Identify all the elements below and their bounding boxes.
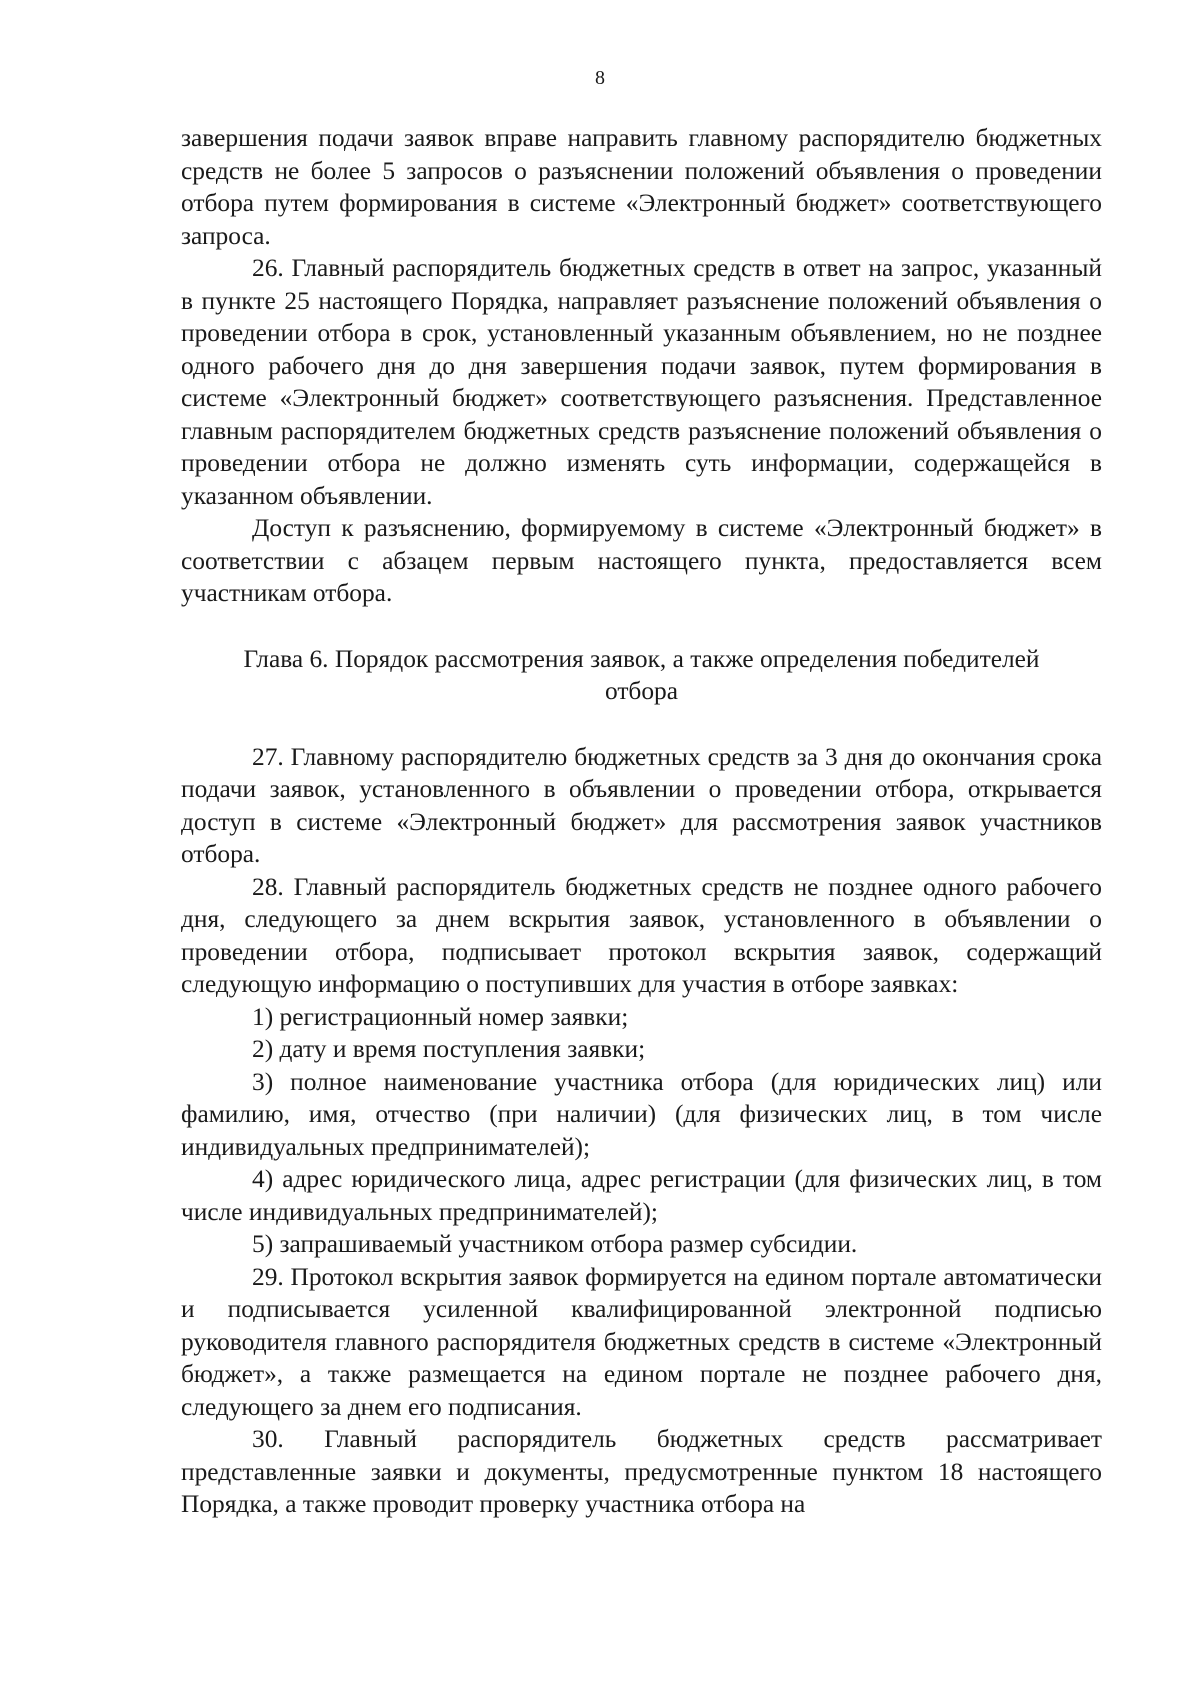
paragraph-p-28-1: 1) регистрационный номер заявки; (252, 1002, 629, 1031)
paragraph-p-26-access: Доступ к разъяснению, формируемому в системе «Электронный бюджет» в соответствии с абзацем первым настоящего пункта, предоставляется всем участникам отбора. (181, 514, 1102, 607)
chapter-heading: Глава 6. Порядок рассмотрения заявок, а также определения победителей отбора (243, 644, 1040, 705)
paragraph-p-27: 27. Главному распорядителю бюджетных средств за 3 дня до окончания срока подачи заявок, установленного в объявлении о проведении отбора, открывается доступ в системе «Электронный бюджет» для рассмотрения заявок участников отбора. (181, 742, 1102, 868)
paragraph-p-26: 26. Главный распорядитель бюджетных средств в ответ на запрос, указанный в пункте 25 настоящего Порядка, направляет разъяснение положений объявления о проведении отбора в срок, установленный указанным объявлением, но не позднее одного рабочего дня до дня завершения подачи заявок, путем формирования в системе «Электронный бюджет» соответствующего разъяснения. Представленное главным распорядителем бюджетных средств разъяснение положений объявления о проведении отбора не должно изменять суть информации, содержащейся в указанном объявлении. (181, 254, 1102, 510)
paragraph-p-28: 28. Главный распорядитель бюджетных средств не позднее одного рабочего дня, следующего за днем вскрытия заявок, установленного в объявлении о проведении отбора, подписывает протокол вскрытия заявок, содержащий следующую информацию о поступивших для участия в отборе заявках: (181, 872, 1102, 998)
paragraph-p-continuation: завершения подачи заявок вправе направить главному распорядителю бюджетных средств не более 5 запросов о разъяснении положений объявления о проведении отбора путем формирования в системе «Электронный бюджет» соответствующего запроса. (181, 124, 1102, 250)
page-number: 8 (595, 67, 605, 89)
paragraph-p-28-2: 2) дату и время поступления заявки; (252, 1035, 646, 1063)
paragraphs-top (181, 122, 1102, 610)
paragraph-p-28-5: 5) запрашиваемый участником отбора размер субсидии. (252, 1230, 858, 1258)
paragraph-p-28-3: 3) полное наименование участника отбора (для юридических лиц) или фамилию, имя, отчество (при наличии) (для физических лиц, в том числе индивидуальных предпринимателей); (181, 1067, 1102, 1161)
document-body (181, 122, 1102, 1521)
paragraphs-bottom (181, 741, 1102, 1521)
paragraph-p-29: 29. Протокол вскрытия заявок формируется на едином портале автоматически и подписывается усиленной квалифицированной электронной подписью руководителя главного распорядителя бюджетных средств в системе «Электронный бюджет», а также размещается на едином портале не позднее рабочего дня, следующего за днем его подписания. (181, 1262, 1102, 1421)
paragraph-p-30: 30. Главный распорядитель бюджетных средств рассматривает представленные заявки и документы, предусмотренные пунктом 18 настоящего Порядка, а также проводит проверку участника отбора на (181, 1425, 1102, 1518)
paragraph-p-28-4: 4) адрес юридического лица, адрес регистрации (для физических лиц, в том числе индивидуальных предпринимателей); (181, 1165, 1102, 1226)
